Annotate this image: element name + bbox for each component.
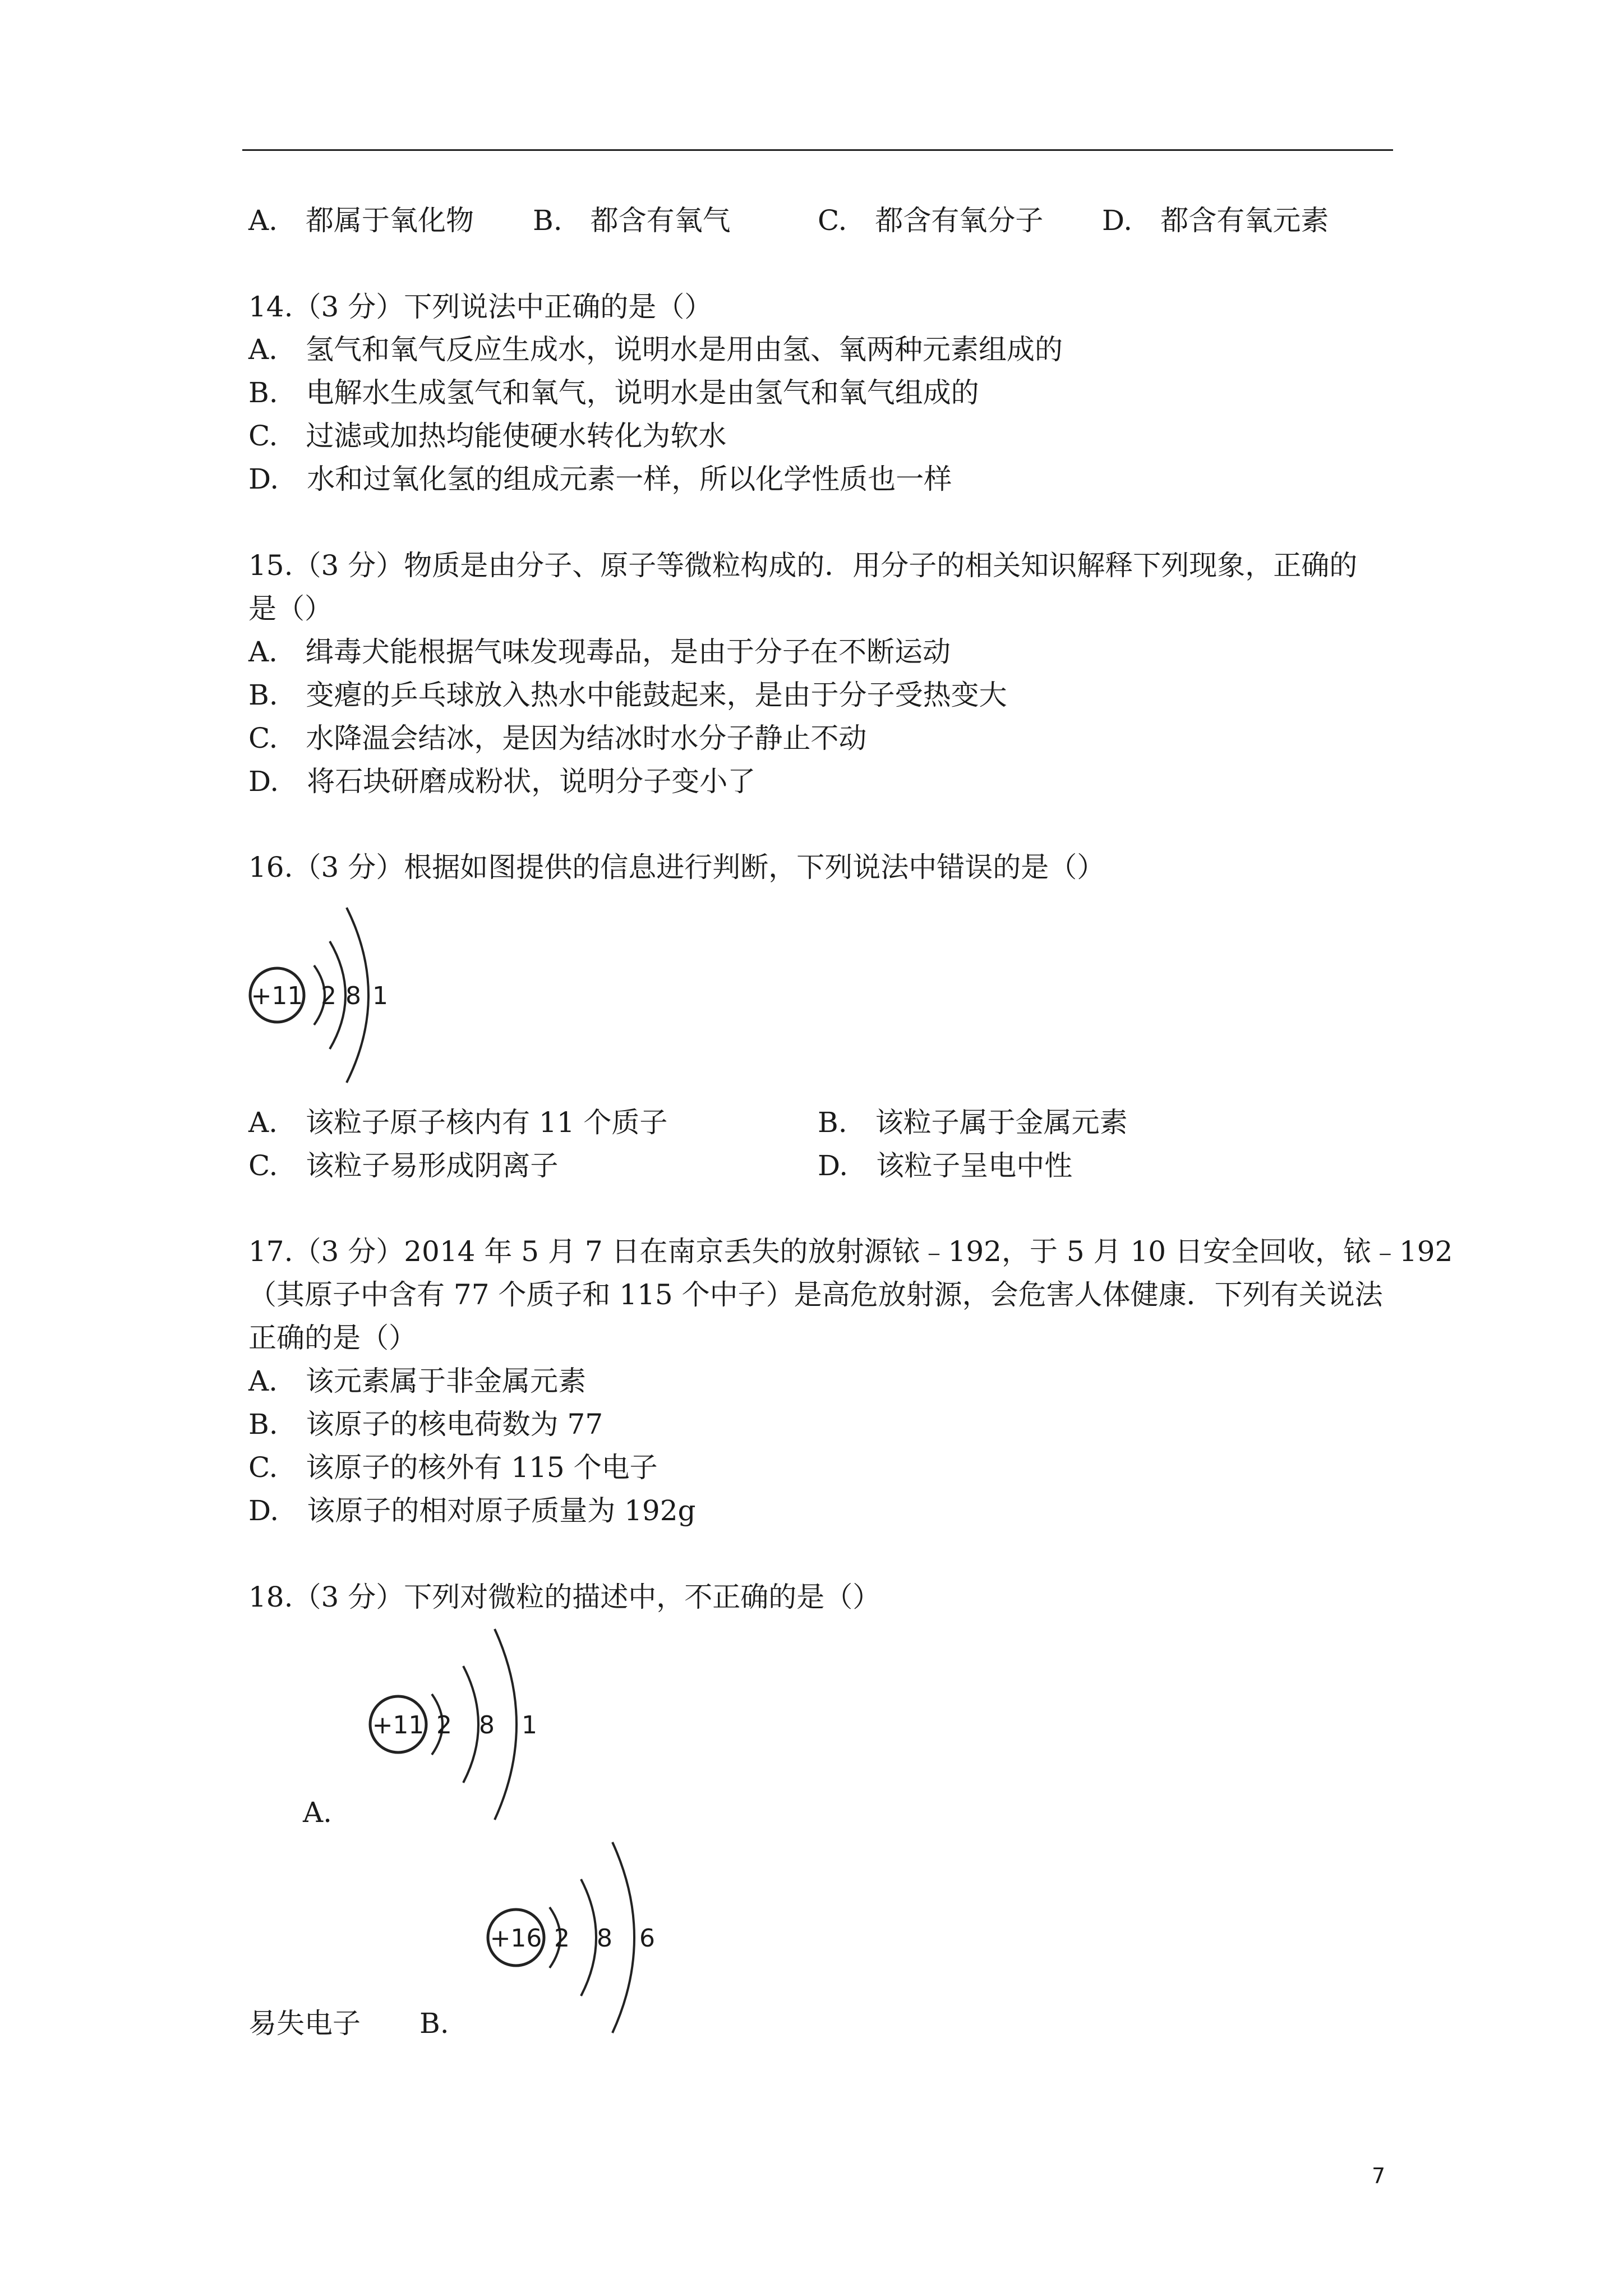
q15-option-b: B. 变瘪的乒乓球放入热水中能鼓起来，是由于分子受热变大 [248, 679, 1007, 711]
q14-option-a: A. 氢气和氧气反应生成水，说明水是用由氢、氧两种元素组成的 [248, 333, 1063, 366]
q16-option-d: D. 该粒子呈电中性 [818, 1149, 1073, 1182]
q15-option-c: C. 水降温会结冰，是因为结冰时水分子静止不动 [248, 722, 867, 754]
q18b-shell-2-count: 8 [597, 1924, 612, 1953]
q18-option-a-text: 易失电子 [248, 2007, 361, 2040]
q15-option-a: A. 缉毒犬能根据气味发现毒品，是由于分子在不断运动 [248, 636, 951, 668]
q17-stem-line2: （其原子中含有 77 个质子和 115 个中子）是高危放射源，会危害人体健康．下列有关说法 [248, 1278, 1383, 1311]
q18a-shell-2-count: 8 [479, 1711, 495, 1740]
q16-atom-diagram [246, 892, 403, 1094]
q17-option-b: B. 该原子的核电荷数为 77 [248, 1408, 603, 1441]
q18-stem: 18.（3 分）下列对微粒的描述中，不正确的是（） [248, 1581, 881, 1613]
page-number: 7 [1372, 2164, 1386, 2188]
q16-stem: 16.（3 分）根据如图提供的信息进行判断，下列说法中错误的是（） [248, 851, 1105, 884]
q13-option-b: B. 都含有氧气 [533, 204, 731, 237]
q18a-shell-3-count: 1 [522, 1711, 537, 1740]
q18-atom-diagram-a [359, 1616, 550, 1829]
q18-option-b-label: B. [419, 2007, 449, 2040]
header-rule [242, 149, 1393, 151]
q15-stem-line2: 是（） [248, 592, 333, 625]
q18a-shell-1-count: 2 [436, 1711, 452, 1740]
q13-option-d: D. 都含有氧元素 [1102, 204, 1329, 237]
q18b-shell-arc-3 [612, 1842, 634, 2033]
q18b-shell-3-count: 6 [639, 1924, 655, 1953]
q13-option-a: A. 都属于氧化物 [248, 204, 474, 237]
q14-option-b: B. 电解水生成氢气和氧气，说明水是由氢气和氧气组成的 [248, 376, 979, 409]
q18b-nucleus-charge: +16 [490, 1924, 542, 1953]
q16-option-c: C. 该粒子易形成阴离子 [248, 1149, 559, 1182]
q15-stem-line1: 15.（3 分）物质是由分子、原子等微粒构成的．用分子的相关知识解释下列现象，正确的 [248, 549, 1358, 582]
q16-option-b: B. 该粒子属于金属元素 [818, 1106, 1128, 1139]
q17-option-c: C. 该原子的核外有 115 个电子 [248, 1451, 658, 1484]
q17-option-a: A. 该元素属于非金属元素 [248, 1365, 587, 1397]
q18b-shell-arc-2 [581, 1879, 596, 1996]
q13-option-c: C. 都含有氧分子 [818, 204, 1044, 237]
q16-nucleus-charge: +11 [251, 982, 303, 1010]
q18b-shell-1-count: 2 [554, 1924, 570, 1953]
q14-option-d: D. 水和过氧化氢的组成元素一样，所以化学性质也一样 [248, 463, 952, 495]
q18a-shell-arc-3 [495, 1629, 517, 1820]
q16-shell-1-count: 2 [321, 982, 336, 1010]
q16-option-a: A. 该粒子原子核内有 11 个质子 [248, 1106, 668, 1139]
q18-atom-diagram-b [477, 1829, 667, 2042]
q18a-nucleus-charge: +11 [372, 1711, 425, 1740]
q14-stem: 14.（3 分）下列说法中正确的是（） [248, 291, 713, 323]
q18a-shell-arc-2 [463, 1666, 478, 1783]
q17-stem-line1: 17.（3 分）2014 年 5 月 7 日在南京丢失的放射源铱﹣192，于 5 月 10 日安全回收，铱﹣192 [248, 1235, 1453, 1268]
q14-option-c: C. 过滤或加热均能使硬水转化为软水 [248, 420, 727, 452]
q16-shell-3-count: 1 [372, 982, 388, 1010]
q15-option-d: D. 将石块研磨成粉状，说明分子变小了 [248, 765, 756, 798]
q18-option-a-label: A. [303, 1796, 333, 1829]
q17-option-d: D. 该原子的相对原子质量为 192g [248, 1494, 696, 1527]
q16-shell-2-count: 8 [345, 982, 361, 1010]
q17-stem-line3: 正确的是（） [248, 1322, 417, 1354]
